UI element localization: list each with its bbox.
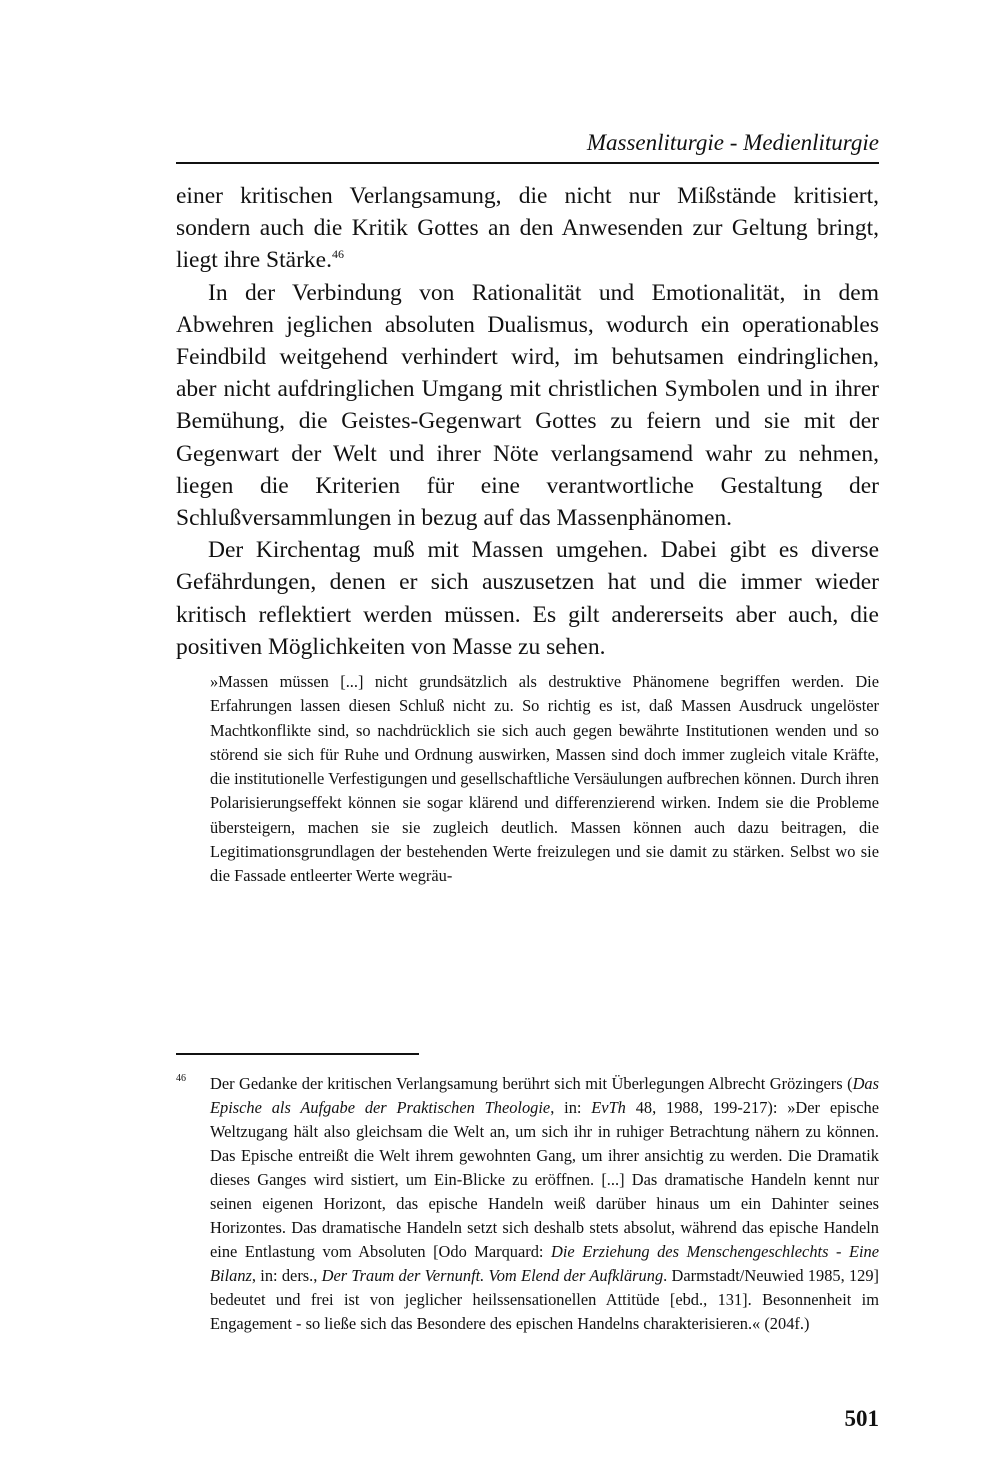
main-text [176, 180, 879, 663]
footnote-text-3: 48, 1988, 199-217): »Der epische Weltzugang hält also gleichsam die Welt an, um sich ihr in ruhiger Betrachtung nähern zu können. Das Epische entreißt die Welt ihrem gewohnten Gang, um ihrer ansichtig zu werden. Die Dramatik dieses Ganges wird sistiert, um Ein-Blicke zu eröffnen. [...] Das dramatische Handeln kennt nur seinen eigenen Horizont, das epische Handeln weiß darüber hinaus um ein Dahinter seines Horizontes. Das dramatische Handeln setzt sich deshalb stets absolut, während das epische Handeln eine Entlastung vom Absoluten [Odo Marquard: [210, 1098, 879, 1261]
footnote-rule [176, 1053, 419, 1055]
paragraph-1-text: einer kritischen Verlangsamung, die nicht nur Mißstände kritisiert, sondern auch die Kritik Gottes an den Anwesenden zur Geltung bringt, liegt ihre Stärke. [176, 183, 879, 274]
footnote-46 [176, 1072, 879, 1336]
footnote-title-1: Das Epische als Aufgabe der Praktischen Theologie [210, 1074, 879, 1117]
page-number: 501 [844, 1406, 879, 1431]
header-rule [176, 162, 879, 164]
footnote-text-2: , in: [550, 1098, 592, 1117]
footnote-title-3: Der Traum der Vernunft. Vom Elend der Aufklärung [321, 1266, 664, 1285]
footnote-title-2: Die Erziehung des Menschengeschlechts - Eine Bilanz [210, 1242, 879, 1285]
paragraph-3: Der Kirchentag muß mit Massen umgehen. Dabei gibt es diverse Gefährdungen, denen er sich auszusetzen hat und die immer wieder kritisch reflektiert werden müssen. Es gilt andererseits aber auch, die positiven Möglichkeiten von Masse zu sehen. [176, 537, 879, 660]
footnote-text-5: . Darmstadt/Neuwied 1985, 129] bedeutet und frei ist von jeglicher heilssensationellen Attitüde [ebd., 131]. Besonnenheit im Engagement - so ließe sich das Besondere des epischen Handelns charakterisieren.« (204f.) [210, 1266, 880, 1333]
footnote-journal: EvTh [591, 1098, 626, 1117]
block-quote [210, 670, 879, 889]
footnote-text-4: , in: ders., [251, 1266, 322, 1285]
paragraph-1 [176, 180, 879, 277]
block-quote-text: »Massen müssen [...] nicht grundsätzlich als destruktive Phänomene begriffen werden. Die Erfahrungen lassen diesen Schluß nicht zu. So richtig es ist, daß Massen Ausdruck ungelöster Machtkonflikte sind, so nachdrücklich sie sich auch gegen bewährte Institutionen wenden und so störend sie sich für Ruhe und Ordnung auswirken, Massen sind doch immer zugleich vitale Kräfte, die institutionelle Verfestigungen und gesellschaftliche Versäulungen aufbrechen können. Durch ihren Polarisierungseffekt können sie sogar klärend und differenzierend wirken. Indem sie die Probleme übersteigern, machen sie sie zugleich deutlich. Massen können auch dazu beitragen, die Legitimationsgrundlagen der bestehenden Werte freizulegen und sie damit zu stärken. Selbst wo sie die Fassade entleerter Werte wegräu- [210, 672, 879, 886]
footnote-text-1: Der Gedanke der kritischen Verlangsamung berührt sich mit Überlegungen Albrecht Grözingers ( [210, 1074, 853, 1093]
running-header: Massenliturgie - Medienliturgie [586, 130, 879, 155]
paragraph-2: In der Verbindung von Rationalität und Emotionalität, in dem Abwehren jeglichen absoluten Dualismus, wodurch ein operationables Feindbild weitgehend verhindert wird, im behutsamen eindringlichen, aber nicht aufdringlichen Umgang mit christlichen Symbolen und in ihrer Bemühung, die Geistes-Gegenwart Gottes zu feiern und sie mit der Gegenwart der Welt und ihrer Nöte verlangsamend wahr zu nehmen, liegen die Kriterien für eine verantwortliche Gestaltung der Schlußversammlungen in bezug auf das Massenphänomen. [176, 279, 879, 532]
footnote-number: 46 [176, 1073, 186, 1084]
footnote-reference[interactable]: 46 [331, 247, 344, 262]
footnote-text [210, 1072, 879, 1336]
